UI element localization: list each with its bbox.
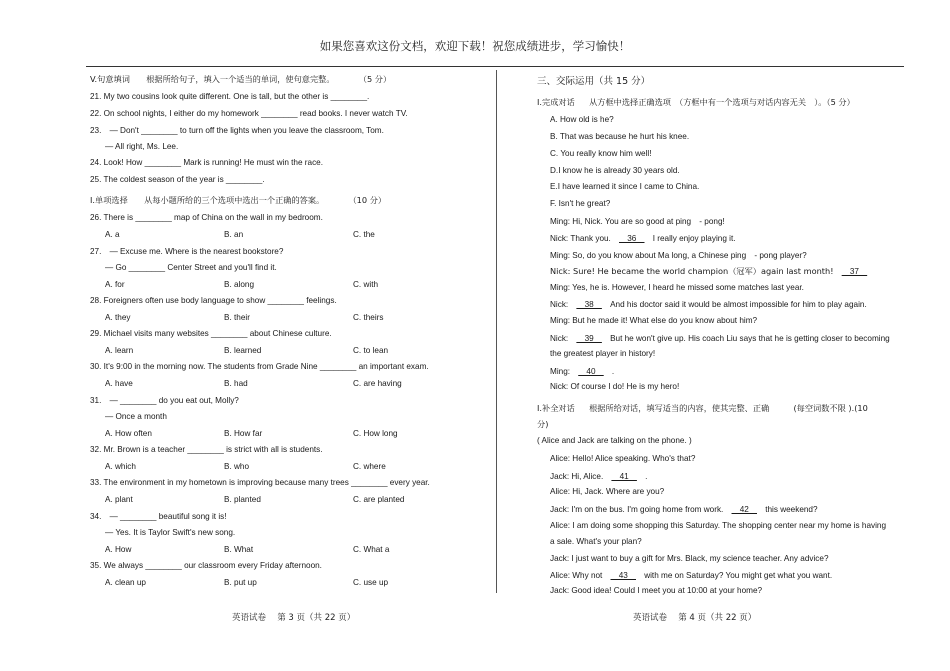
dialogue-line-7: Ming: But he made it! What else do you know about him?	[550, 316, 758, 325]
question-31: 31. — ________ do you eat out, Molly?	[90, 396, 239, 405]
phone-line-3: Alice: Hi, Jack. Where are you?	[550, 487, 665, 496]
q27-option-b: B. along	[224, 280, 255, 289]
dialogue-line-2	[550, 233, 736, 244]
dialogue-text: Nick: Sure! He became the world champion（冠军）again last month!	[550, 266, 842, 276]
q30-option-c: C. are having	[353, 379, 402, 388]
q32-option-b: B. who	[224, 462, 250, 471]
dialogue-text: Nick:	[550, 300, 577, 309]
dialogue-line-9	[550, 366, 614, 377]
q27-option-c: C. with	[353, 280, 379, 289]
blank-42: 42	[731, 505, 757, 514]
part-1-instructions: 从方框中选择正确选项 （方框中有一个选项与对话内容无关 ）。（5 分）	[589, 97, 855, 107]
part-2-score-cont: 分)	[537, 419, 549, 429]
section-5-instructions: 根据所给句子，填入一个适当的单词，使句意完整。	[146, 74, 335, 84]
dialogue-line-8	[550, 333, 890, 344]
q29-option-a: A. learn	[105, 346, 134, 355]
page-4-footer: 英语试卷 第 4 页（共 22 页）	[633, 613, 757, 623]
q34-option-b: B. What	[224, 545, 254, 554]
question-30: 30. It's 9:00 in the morning now. The students from Grade Nine ________ an important exam.	[90, 362, 429, 371]
q33-option-a: A. plant	[105, 495, 133, 504]
dialogue-text: Nick: Thank you.	[550, 234, 620, 243]
dialogue-line-3: Ming: So, do you know about Ma long, a Chinese ping - pong player?	[550, 251, 807, 260]
dialogue-line-10: Nick: Of course I do! He is my hero!	[550, 382, 680, 391]
q35-option-b: B. put up	[224, 578, 257, 587]
phone-line-6: Jack: I just want to buy a gift for Mrs. Black, my science teacher. Any advice?	[550, 554, 829, 563]
blank-41: 41	[611, 472, 637, 481]
phone-line-8: Jack: Good idea! Could I meet you at 10:00 at your home?	[550, 586, 763, 595]
q32-option-a: A. which	[105, 462, 136, 471]
question-34-line-2: — Yes. It is Taylor Swift's new song.	[105, 528, 236, 537]
question-24: 24. Look! How ________ Mark is running! He must win the race.	[90, 158, 324, 167]
phone-line-2	[550, 471, 647, 482]
q29-option-b: B. learned	[224, 346, 262, 355]
blank-40: 40	[578, 367, 604, 376]
dialogue-line-4	[550, 266, 867, 277]
blank-36: 36	[619, 234, 645, 243]
blank-39: 39	[576, 334, 602, 343]
q28-option-c: C. theirs	[353, 313, 384, 322]
question-33: 33. The environment in my hometown is improving because many trees ________ every year.	[90, 478, 430, 487]
dialogue-text: And his doctor said it would be almost impossible for him to play again.	[601, 300, 867, 309]
question-23: 23. — Don't ________ to turn off the lights when you leave the classroom, Tom.	[90, 126, 384, 135]
question-27: 27. — Excuse me. Where is the nearest bookstore?	[90, 247, 284, 256]
dialogue-text: .	[603, 367, 615, 376]
dialogue-text: Jack: Hi, Alice.	[550, 472, 612, 481]
dialogue-text: .	[636, 472, 648, 481]
part-2-score: (每空词数不限 ).(10	[793, 403, 868, 413]
dialogue-text: Jack: I'm on the bus. I'm going home from work.	[550, 505, 732, 514]
part-1-heading	[537, 97, 855, 108]
question-29: 29. Michael visits many websites ________ about Chinese culture.	[90, 329, 332, 338]
q32-option-c: C. where	[353, 462, 386, 471]
question-35: 35. We always ________ our classroom every Friday afternoon.	[90, 561, 322, 570]
q34-option-a: A. How	[105, 545, 132, 554]
q28-option-b: B. their	[224, 313, 250, 322]
section-1-instructions: 从每小题所给的三个选项中选出一个正确的答案。	[144, 195, 325, 205]
option-c: C. You really know him well!	[550, 149, 652, 158]
phone-line-1: Alice: Hello! Alice speaking. Who's that?	[550, 454, 696, 463]
dialogue-text: But he won't give up. His coach Liu says that he is getting closer to becoming	[601, 334, 890, 343]
q35-option-c: C. use up	[353, 578, 389, 587]
q26-option-a: A. a	[105, 230, 120, 239]
section-1-heading	[90, 195, 386, 206]
section-3-title: 三、交际运用（共 15 分）	[537, 76, 651, 87]
dialogue-text: with me on Saturday? You might get what you want.	[636, 571, 833, 580]
question-28: 28. Foreigners often use body language to show ________ feelings.	[90, 296, 337, 305]
section-5-title: V.句意填词	[90, 74, 130, 84]
page-3-footer: 英语试卷 第 3 页（共 22 页）	[232, 613, 356, 623]
dialogue-text: this weekend?	[757, 505, 818, 514]
dialogue-line-1: Ming: Hi, Nick. You are so good at ping - pong!	[550, 217, 725, 226]
q34-option-c: C. What a	[353, 545, 390, 554]
part-2-heading	[537, 403, 868, 414]
q26-option-b: B. an	[224, 230, 244, 239]
phone-line-7	[550, 570, 832, 581]
blank-37: 37	[841, 267, 868, 276]
option-b: B. That was because he hurt his knee.	[550, 132, 690, 141]
dialogue-line-6	[550, 299, 867, 310]
q30-option-b: B. had	[224, 379, 248, 388]
q29-option-c: C. to lean	[353, 346, 389, 355]
section-5-score: （5 分）	[358, 74, 392, 84]
dialogue-text: Alice: Why not	[550, 571, 611, 580]
blank-43: 43	[610, 571, 636, 580]
q33-option-b: B. planted	[224, 495, 261, 504]
blank-38: 38	[576, 300, 602, 309]
q26-option-c: C. the	[353, 230, 375, 239]
question-21: 21. My two cousins look quite different. One is tall, but the other is ________.	[90, 92, 370, 101]
q35-option-a: A. clean up	[105, 578, 146, 587]
q33-option-c: C. are planted	[353, 495, 405, 504]
section-1-score: （10 分）	[348, 195, 387, 205]
phone-line-4	[550, 504, 818, 515]
download-banner: 如果您喜欢这份文档，欢迎下载！祝您成绩进步，学习愉快！	[319, 39, 631, 53]
page-4-column	[537, 0, 907, 671]
dialogue-line-5: Ming: Yes, he is. However, I heard he missed some matches last year.	[550, 283, 804, 292]
question-31-line-2: — Once a month	[105, 412, 167, 421]
option-d: D.I know he is already 30 years old.	[550, 166, 680, 175]
question-27-line-2: — Go ________ Center Street and you'll find it.	[105, 263, 277, 272]
question-25: 25. The coldest season of the year is ________.	[90, 175, 265, 184]
q27-option-a: A. for	[105, 280, 125, 289]
option-f: F. Isn't he great?	[550, 199, 611, 208]
question-26: 26. There is ________ map of China on the wall in my bedroom.	[90, 213, 323, 222]
q28-option-a: A. they	[105, 313, 131, 322]
part-1-title: Ⅰ.完成对话	[537, 97, 575, 107]
question-32: 32. Mr. Brown is a teacher ________ is strict with all is students.	[90, 445, 323, 454]
dialogue-text: I really enjoy playing it.	[644, 234, 736, 243]
q31-option-c: C. How long	[353, 429, 398, 438]
question-34: 34. — ________ beautiful song it is!	[90, 512, 227, 521]
phone-line-5-cont: a sale. What's your plan?	[550, 537, 642, 546]
dialogue-text: Ming:	[550, 367, 579, 376]
page-3-column	[90, 0, 490, 671]
option-a: A. How old is he?	[550, 115, 614, 124]
option-e: E.I have learned it since I came to China.	[550, 182, 700, 191]
q30-option-a: A. have	[105, 379, 133, 388]
phone-line-5: Alice: I am doing some shopping this Saturday. The shopping center near my home is having	[550, 521, 887, 530]
dialogue-text: Nick:	[550, 334, 577, 343]
q31-option-b: B. How far	[224, 429, 263, 438]
dialogue-line-8-cont: the greatest player in history!	[550, 349, 656, 358]
part-2-instructions: 根据所给对话，填写适当的内容，使其完整、正确	[589, 403, 770, 413]
column-divider	[496, 70, 497, 593]
section-1-title: Ⅰ.单项选择	[90, 195, 128, 205]
dialogue-intro: ( Alice and Jack are talking on the phone. )	[537, 436, 692, 445]
question-22: 22. On school nights, I either do my homework ________ read books. I never watch TV.	[90, 109, 408, 118]
question-23-reply: — All right, Ms. Lee.	[105, 142, 179, 151]
part-2-title: Ⅰ.补全对话	[537, 403, 575, 413]
q31-option-a: A. How often	[105, 429, 152, 438]
section-5-heading	[90, 74, 391, 85]
